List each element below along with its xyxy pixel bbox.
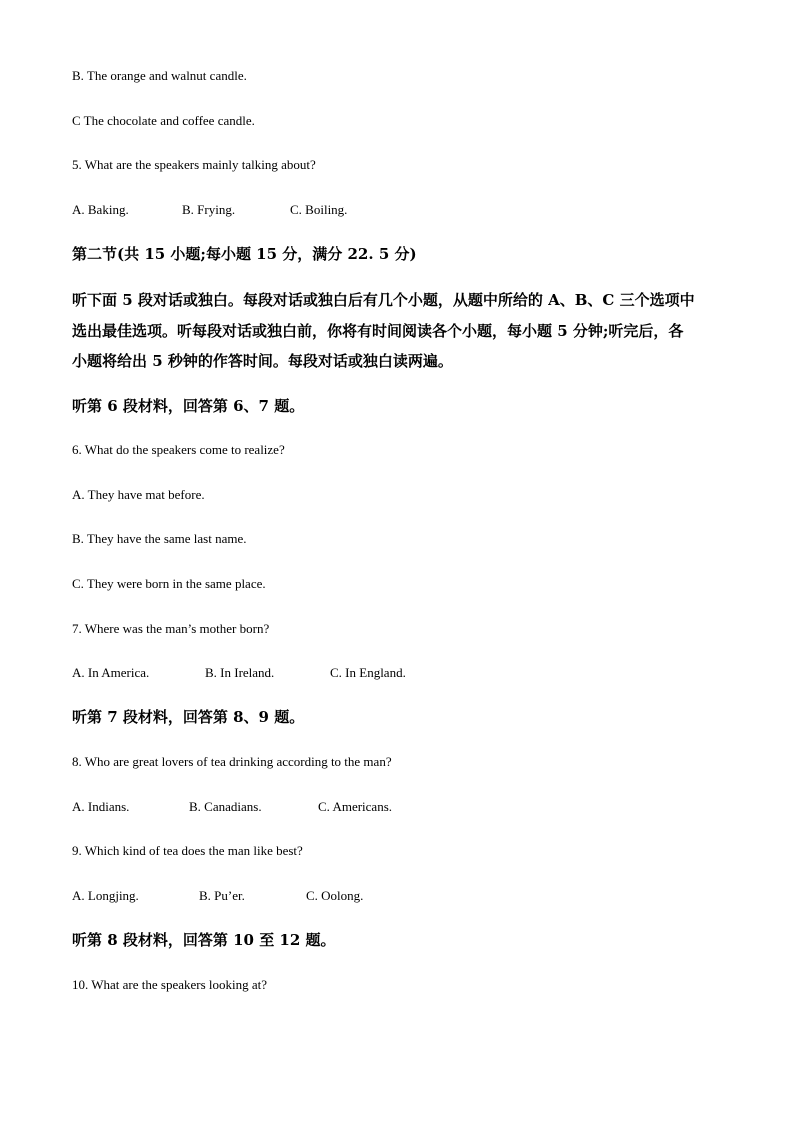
q9-option-a: A. Longjing. <box>72 888 139 903</box>
question-5: 5. What are the speakers mainly talking about? <box>72 157 316 172</box>
q7-option-c: C. In England. <box>330 665 406 680</box>
q5-option-a: A. Baking. <box>72 202 129 217</box>
q6-option-b: B. They have the same last name. <box>72 531 247 546</box>
segment-7-heading: 听第 7 段材料，回答第 8、9 题。 <box>72 708 305 726</box>
q6-option-c: C. They were born in the same place. <box>72 576 266 591</box>
segment-6-heading: 听第 6 段材料，回答第 6、7 题。 <box>72 397 305 415</box>
q7-option-b: B. In Ireland. <box>205 665 275 680</box>
question-7: 7. Where was the man’s mother born? <box>72 621 270 636</box>
q8-option-c: C. Americans. <box>318 799 393 814</box>
question-10: 10. What are the speakers looking at? <box>72 977 268 992</box>
question-6: 6. What do the speakers come to realize? <box>72 442 285 457</box>
q9-option-b: B. Pu’er. <box>199 888 245 903</box>
option-c-line: C The chocolate and coffee candle. <box>72 113 255 128</box>
q6-option-a: A. They have mat before. <box>72 487 205 502</box>
q8-option-a: A. Indians. <box>72 799 130 814</box>
question-9: 9. Which kind of tea does the man like best? <box>72 843 303 858</box>
q5-option-c: C. Boiling. <box>290 202 348 217</box>
instructions-line-2: 选出最佳选项。听每段对话或独白前，你将有时间阅读各个小题，每小题 5 分钟;听完后，各 <box>72 322 684 340</box>
option-b-line: B. The orange and walnut candle. <box>72 68 247 83</box>
section-2-heading: 第二节(共 15 小题;每小题 15 分，满分 22. 5 分) <box>72 245 417 263</box>
q7-option-a: A. In America. <box>72 665 150 680</box>
question-8: 8. Who are great lovers of tea drinking according to the man? <box>72 754 392 769</box>
segment-8-heading: 听第 8 段材料，回答第 10 至 12 题。 <box>72 931 336 949</box>
q9-option-c: C. Oolong. <box>306 888 364 903</box>
instructions-line-1: 听下面 5 段对话或独白。每段对话或独白后有几个小题，从题中所给的 A、B、C 三个选项中 <box>72 291 695 309</box>
instructions-line-3: 小题将给出 5 秒钟的作答时间。每段对话或独白读两遍。 <box>72 352 453 370</box>
q8-option-b: B. Canadians. <box>189 799 262 814</box>
q5-option-b: B. Frying. <box>182 202 236 217</box>
